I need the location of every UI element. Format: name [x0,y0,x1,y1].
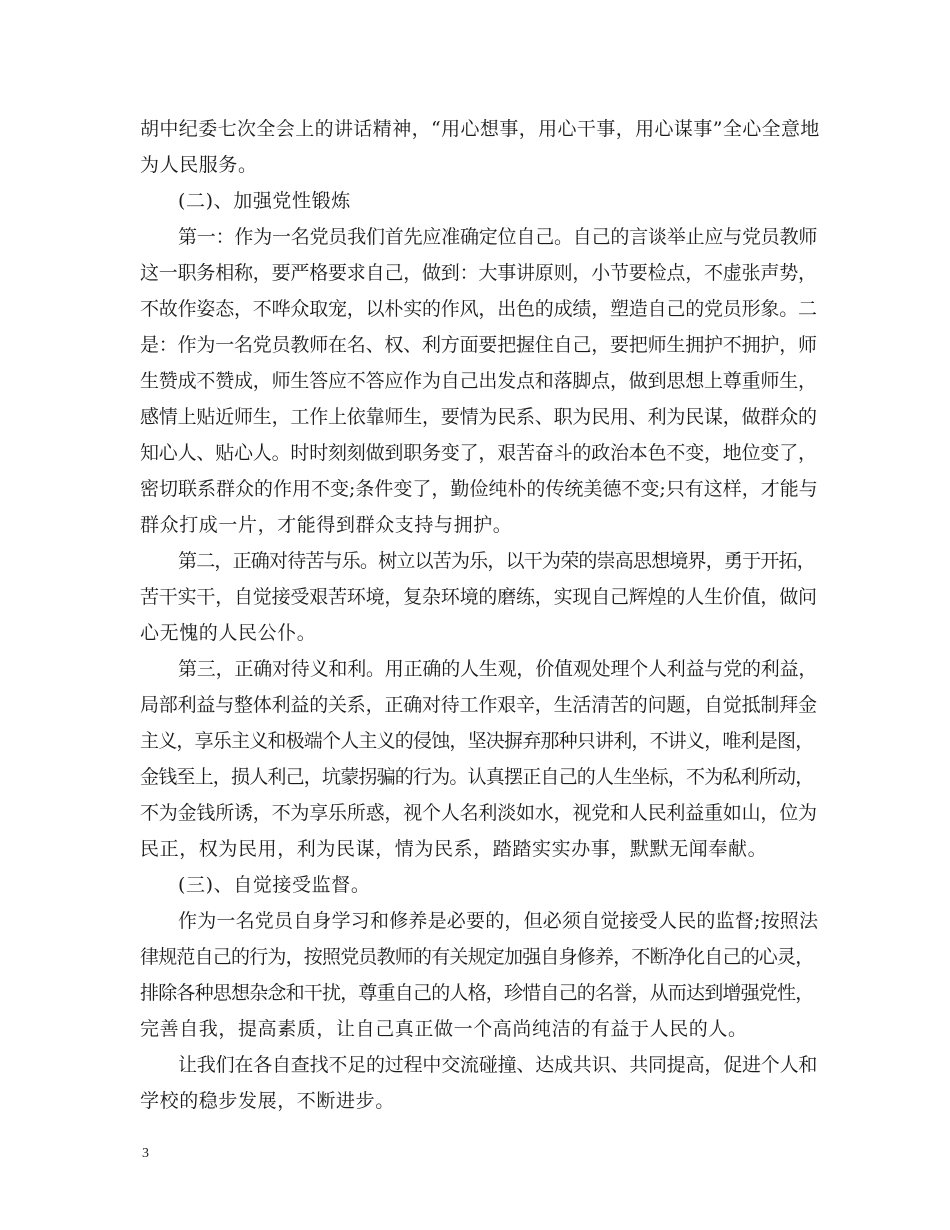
text-line: 主义，享乐主义和极端个人主义的侵蚀，坚决摒弃那种只讲利，不讲义，唯利是图， [140,730,814,752]
text-line: 密切联系群众的作用不变;条件变了，勤俭纯朴的传统美德不变;只有这样，才能与 [140,478,818,500]
text-line: 不为金钱所诱，不为享乐所惑，视个人名利淡如水，视党和人民利益重如山，位为 [140,802,817,824]
text-line: 群众打成一片，才能得到群众支持与拥护。 [140,514,513,536]
text-line: 第一：作为一名党员我们首先应准确定位自己。自己的言谈举止应与党员教师 [178,226,818,248]
text-line: 第二，正确对待苦与乐。树立以苦为乐，以干为荣的崇高思想境界，勇于开拓， [178,550,816,572]
text-line: 心无愧的人民公仆。 [140,622,317,644]
text-line: 排除各种思想杂念和干扰，尊重自己的人格，珍惜自己的名誉，从而达到增强党性， [140,982,814,1004]
text-line: 苦干实干，自觉接受艰苦环境，复杂环境的磨练，实现自己辉煌的人生价值，做问 [140,586,817,608]
text-line: 感情上贴近师生，工作上依靠师生，要情为民系、职为民用、利为民谋，做群众的 [140,406,817,428]
text-line: 这一职务相称，要严格要求自己，做到：大事讲原则，小节要检点，不虚张声势， [140,262,817,284]
text-line: 知心人、贴心人。时时刻刻做到职务变了，艰苦奋斗的政治本色不变，地位变了， [140,442,817,464]
text-line: 律规范自己的行为，按照党员教师的有关规定加强自身修养，不断净化自己的心灵， [140,946,814,968]
text-line: 金钱至上，损人利己，坑蒙拐骗的行为。认真摆正自己的人生坐标，不为私利所动， [140,766,814,788]
text-line: 是：作为一名党员教师在名、权、利方面要把握住自己，要把师生拥护不拥护，师 [140,334,817,356]
text-line: 胡中纪委七次全会上的讲话精神，“用心想事，用心干事，用心谋事”全心全意地 [140,118,820,140]
text-line: 民正，权为民用，利为民谋，情为民系，踏踏实实办事，默默无闻奉献。 [140,838,768,860]
text-line: 第三，正确对待义和利。用正确的人生观，价值观处理个人利益与党的利益， [178,658,818,680]
section-heading: (三)、自觉接受监督。 [178,874,371,896]
text-line: 不故作姿态，不哗众取宠，以朴实的作风，出色的成绩，塑造自己的党员形象。二 [140,298,817,320]
page-number: 3 [142,1146,149,1161]
section-heading: (二)、加强党性锻炼 [178,190,351,212]
text-line: 完善自我，提高素质，让自己真正做一个高尚纯洁的有益于人民的人。 [140,1018,748,1040]
text-line: 生赞成不赞成，师生答应不答应作为自己出发点和落脚点，做到思想上尊重师生， [140,370,817,392]
text-line: 学校的稳步发展，不断进步。 [140,1090,395,1112]
text-line: 让我们在各自查找不足的过程中交流碰撞、达成共识、共同提高，促进个人和 [178,1054,818,1076]
text-line: 作为一名党员自身学习和修养是必要的，但必须自觉接受人民的监督;按照法 [178,910,819,932]
text-line: 局部利益与整体利益的关系，正确对待工作艰辛，生活清苦的问题，自觉抵制拜金 [140,694,817,716]
text-line: 为人民服务。 [140,154,258,176]
